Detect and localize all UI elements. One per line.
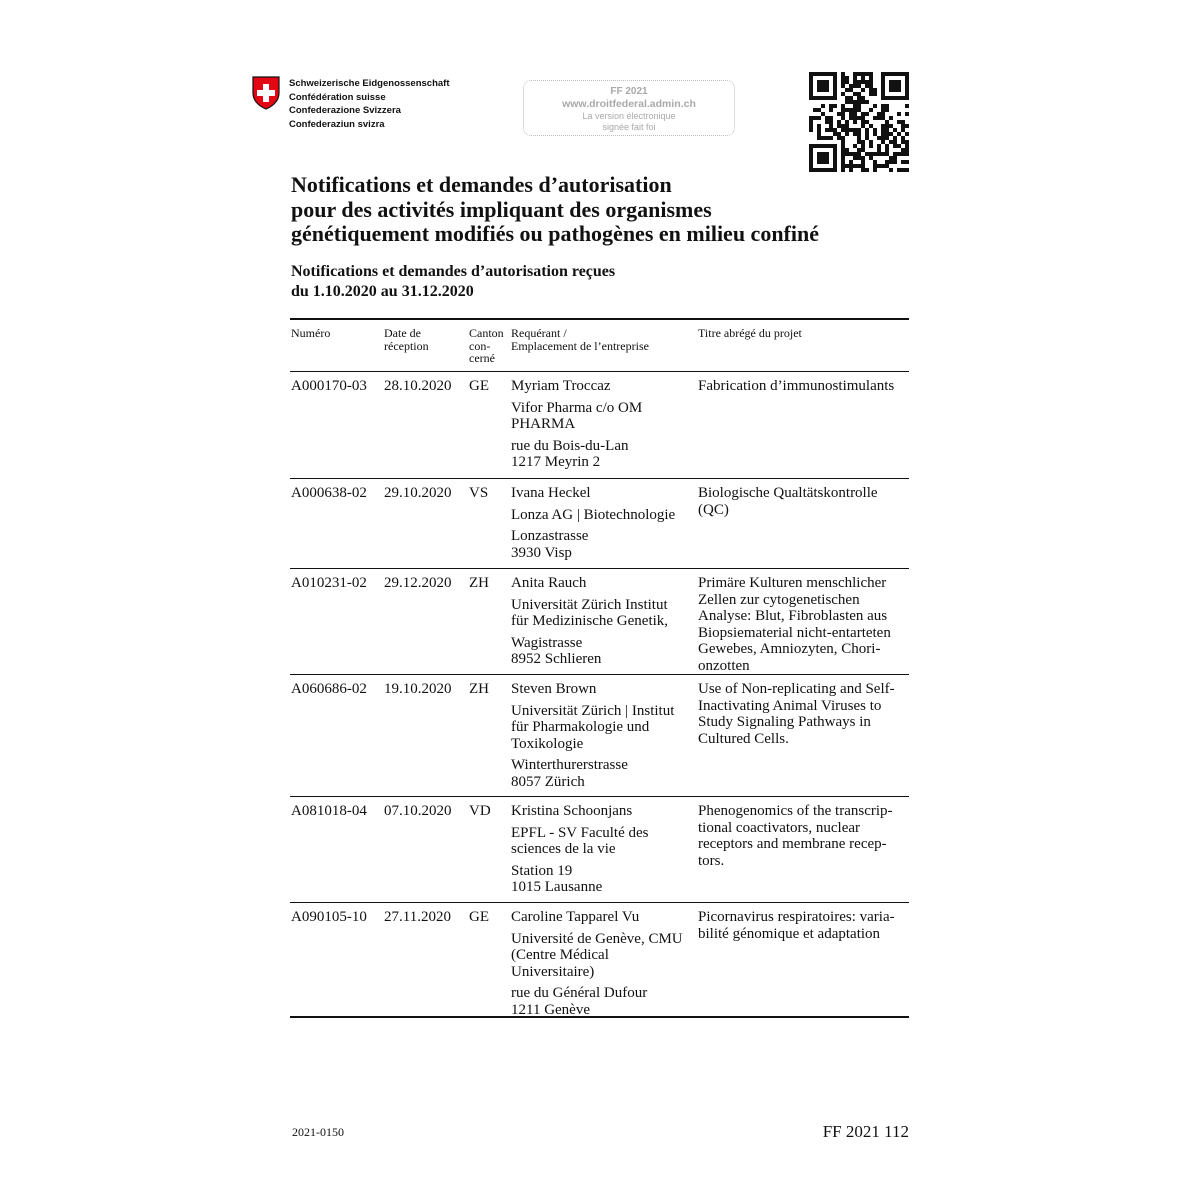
requerant-organisation bbox=[511, 825, 698, 858]
org-line: (Centre Médical bbox=[511, 947, 609, 963]
requerant-address bbox=[511, 438, 698, 471]
address-line: rue du Bois-du-Lan bbox=[511, 437, 629, 454]
cell-date: 27.11.2020 bbox=[384, 909, 451, 925]
page-reference: FF 2021 112 bbox=[822, 1122, 909, 1141]
title-line-1: Notifications et demandes d’autorisation bbox=[291, 172, 672, 197]
requerant-name: Caroline Tapparel Vu bbox=[511, 909, 640, 925]
header-date bbox=[384, 327, 469, 371]
org-line: Universitaire) bbox=[511, 963, 595, 980]
cell-requerant bbox=[511, 681, 698, 796]
header-requerant bbox=[511, 327, 698, 371]
swiss-shield-icon bbox=[252, 76, 280, 110]
header-requerant-line: Emplacement de l’entreprise bbox=[511, 338, 649, 353]
requerant-organisation bbox=[511, 931, 698, 981]
org-line: Université de Genève, CMU bbox=[511, 930, 683, 947]
org-line: Lonza AG | Biotechnologie bbox=[511, 506, 676, 523]
titre-line: Inactivating Animal Viruses to bbox=[698, 697, 882, 714]
titre-line: Cultured Cells. bbox=[698, 730, 789, 747]
stamp-note-1: La version électronique bbox=[582, 111, 676, 121]
cell-titre bbox=[698, 378, 909, 478]
titre-line: Picornavirus respiratoires: varia- bbox=[698, 909, 895, 925]
table-row bbox=[290, 372, 909, 478]
stamp-edition: FF 2021 bbox=[610, 86, 648, 97]
cell-titre bbox=[698, 575, 909, 674]
requerant-organisation bbox=[511, 507, 698, 524]
titre-line: bilité génomique et adaptation bbox=[698, 925, 881, 942]
titre-line: onzotten bbox=[698, 657, 750, 674]
federal-logo bbox=[252, 76, 450, 131]
address-line: Wagistrasse bbox=[511, 634, 583, 651]
cell-numero: A060686-02 bbox=[291, 681, 367, 697]
titre-line: Biologische Qualtätskontrolle bbox=[698, 485, 878, 501]
table-row bbox=[290, 796, 909, 902]
org-line: Toxikologie bbox=[511, 735, 584, 752]
titre-line: tional coactivators, nuclear bbox=[698, 819, 861, 836]
cell-numero: A000638-02 bbox=[291, 485, 367, 501]
header-requerant-line: Requérant / bbox=[511, 326, 567, 340]
stamp-note-2: signée fait foi bbox=[602, 122, 656, 132]
cell-titre bbox=[698, 909, 909, 1016]
requerant-name: Anita Rauch bbox=[511, 575, 587, 591]
cell-date: 29.12.2020 bbox=[384, 575, 452, 591]
requerant-name: Steven Brown bbox=[511, 681, 597, 697]
titre-line: Zellen zur cytogenetischen bbox=[698, 591, 860, 608]
requerant-address bbox=[511, 757, 698, 790]
requerant-address bbox=[511, 863, 698, 896]
table-body bbox=[290, 372, 909, 1016]
header-date-line: réception bbox=[384, 338, 429, 353]
header-numero: Numéro bbox=[291, 326, 331, 340]
table-row bbox=[290, 674, 909, 796]
titre-line: Phenogenomics of the transcrip- bbox=[698, 803, 893, 819]
page-title bbox=[291, 173, 819, 247]
federal-name-rm: Confederaziun svizra bbox=[289, 118, 385, 130]
cell-numero: A081018-04 bbox=[291, 803, 367, 819]
header-titre: Titre abrégé du projet bbox=[698, 326, 802, 340]
cell-canton: ZH bbox=[469, 575, 489, 591]
org-line: PHARMA bbox=[511, 416, 576, 432]
requerant-organisation bbox=[511, 597, 698, 630]
header-canton-line: cerné bbox=[469, 351, 495, 365]
titre-line: Analyse: Blut, Fibroblasten aus bbox=[698, 608, 888, 624]
header-canton-line: Canton bbox=[469, 326, 504, 340]
cell-requerant bbox=[511, 575, 698, 674]
table-header bbox=[290, 320, 909, 372]
address-line: Lonzastrasse bbox=[511, 528, 589, 544]
requerant-address bbox=[511, 528, 698, 561]
titre-line: receptors and membrane recep- bbox=[698, 836, 887, 852]
page-subtitle bbox=[291, 262, 615, 302]
requerant-address bbox=[511, 635, 698, 668]
cell-date: 28.10.2020 bbox=[384, 378, 452, 394]
requerant-organisation bbox=[511, 400, 698, 433]
cell-titre bbox=[698, 485, 909, 568]
document-number: 2021-0150 bbox=[292, 1125, 344, 1139]
address-line: Winterthurerstrasse bbox=[511, 757, 628, 773]
cell-canton: VD bbox=[469, 803, 491, 819]
document-header bbox=[252, 76, 912, 176]
header-date-line: Date de bbox=[384, 326, 421, 340]
stamp-url: www.droitfederal.admin.ch bbox=[562, 98, 696, 110]
cell-numero: A000170-03 bbox=[291, 378, 367, 394]
qr-code-icon bbox=[809, 72, 909, 172]
org-line: Universität Zürich Institut bbox=[511, 596, 668, 613]
address-line: 1211 Genève bbox=[511, 1001, 590, 1018]
cell-numero: A090105-10 bbox=[291, 909, 367, 925]
cell-canton: GE bbox=[469, 378, 489, 394]
header-canton bbox=[469, 327, 511, 371]
table-row bbox=[290, 568, 909, 674]
requerant-address bbox=[511, 985, 698, 1018]
federal-name-it: Confederazione Svizzera bbox=[289, 105, 401, 116]
table-row bbox=[290, 478, 909, 568]
requerant-name: Myriam Troccaz bbox=[511, 378, 611, 394]
subtitle-line-1: Notifications et demandes d’autorisation reçues bbox=[291, 263, 616, 280]
cell-requerant bbox=[511, 909, 698, 1016]
electronic-version-stamp bbox=[523, 80, 735, 136]
titre-line: Primäre Kulturen menschlicher bbox=[698, 575, 887, 591]
org-line: EPFL - SV Faculté des bbox=[511, 824, 649, 841]
address-line: 1217 Meyrin 2 bbox=[511, 454, 601, 470]
titre-line: Use of Non-replicating and Self- bbox=[698, 681, 895, 697]
requerant-name: Kristina Schoonjans bbox=[511, 803, 633, 819]
cell-titre bbox=[698, 803, 909, 902]
titre-line: tors. bbox=[698, 852, 725, 869]
header-canton-line: con- bbox=[469, 338, 491, 353]
cell-canton: GE bbox=[469, 909, 489, 925]
org-line: für Pharmakologie und bbox=[511, 719, 650, 735]
subtitle-line-2: du 1.10.2020 au 31.12.2020 bbox=[291, 283, 474, 300]
cell-requerant bbox=[511, 485, 698, 568]
address-line: Station 19 bbox=[511, 862, 573, 879]
federal-name-fr: Confédération suisse bbox=[289, 91, 386, 103]
requerant-organisation bbox=[511, 703, 698, 753]
cell-date: 29.10.2020 bbox=[384, 485, 452, 501]
title-line-3: génétiquement modifiés ou pathogènes en milieu confiné bbox=[291, 221, 819, 246]
address-line: 8057 Zürich bbox=[511, 773, 585, 790]
cell-date: 19.10.2020 bbox=[384, 681, 452, 697]
address-line: 8952 Schlieren bbox=[511, 651, 602, 667]
titre-line: Gewebes, Amniozyten, Chori- bbox=[698, 641, 881, 657]
federal-name-lines bbox=[289, 77, 450, 131]
address-line: 1015 Lausanne bbox=[511, 879, 603, 895]
notifications-table bbox=[290, 318, 909, 1018]
org-line: sciences de la vie bbox=[511, 841, 616, 857]
address-line: rue du Général Dufour bbox=[511, 985, 648, 1001]
org-line: für Medizinische Genetik, bbox=[511, 613, 669, 629]
org-line: Universität Zürich | Institut bbox=[511, 702, 675, 719]
cell-date: 07.10.2020 bbox=[384, 803, 452, 819]
titre-line: (QC) bbox=[698, 501, 729, 518]
address-line: 3930 Visp bbox=[511, 544, 572, 561]
cell-numero: A010231-02 bbox=[291, 575, 367, 591]
titre-line: Study Signaling Pathways in bbox=[698, 714, 871, 730]
table-row bbox=[290, 902, 909, 1016]
org-line: Vifor Pharma c/o OM bbox=[511, 399, 643, 416]
cell-requerant bbox=[511, 378, 698, 478]
title-line-2: pour des activités impliquant des organismes bbox=[291, 196, 712, 222]
requerant-name: Ivana Heckel bbox=[511, 485, 591, 501]
titre-line: Fabrication d’immunostimulants bbox=[698, 378, 895, 394]
cell-requerant bbox=[511, 803, 698, 902]
cell-canton: ZH bbox=[469, 681, 489, 697]
cell-canton: VS bbox=[469, 485, 489, 501]
titre-line: Biopsiematerial nicht-entarteten bbox=[698, 624, 891, 641]
federal-name-de: Schweizerische Eidgenossenschaft bbox=[289, 78, 450, 89]
cell-titre bbox=[698, 681, 909, 796]
